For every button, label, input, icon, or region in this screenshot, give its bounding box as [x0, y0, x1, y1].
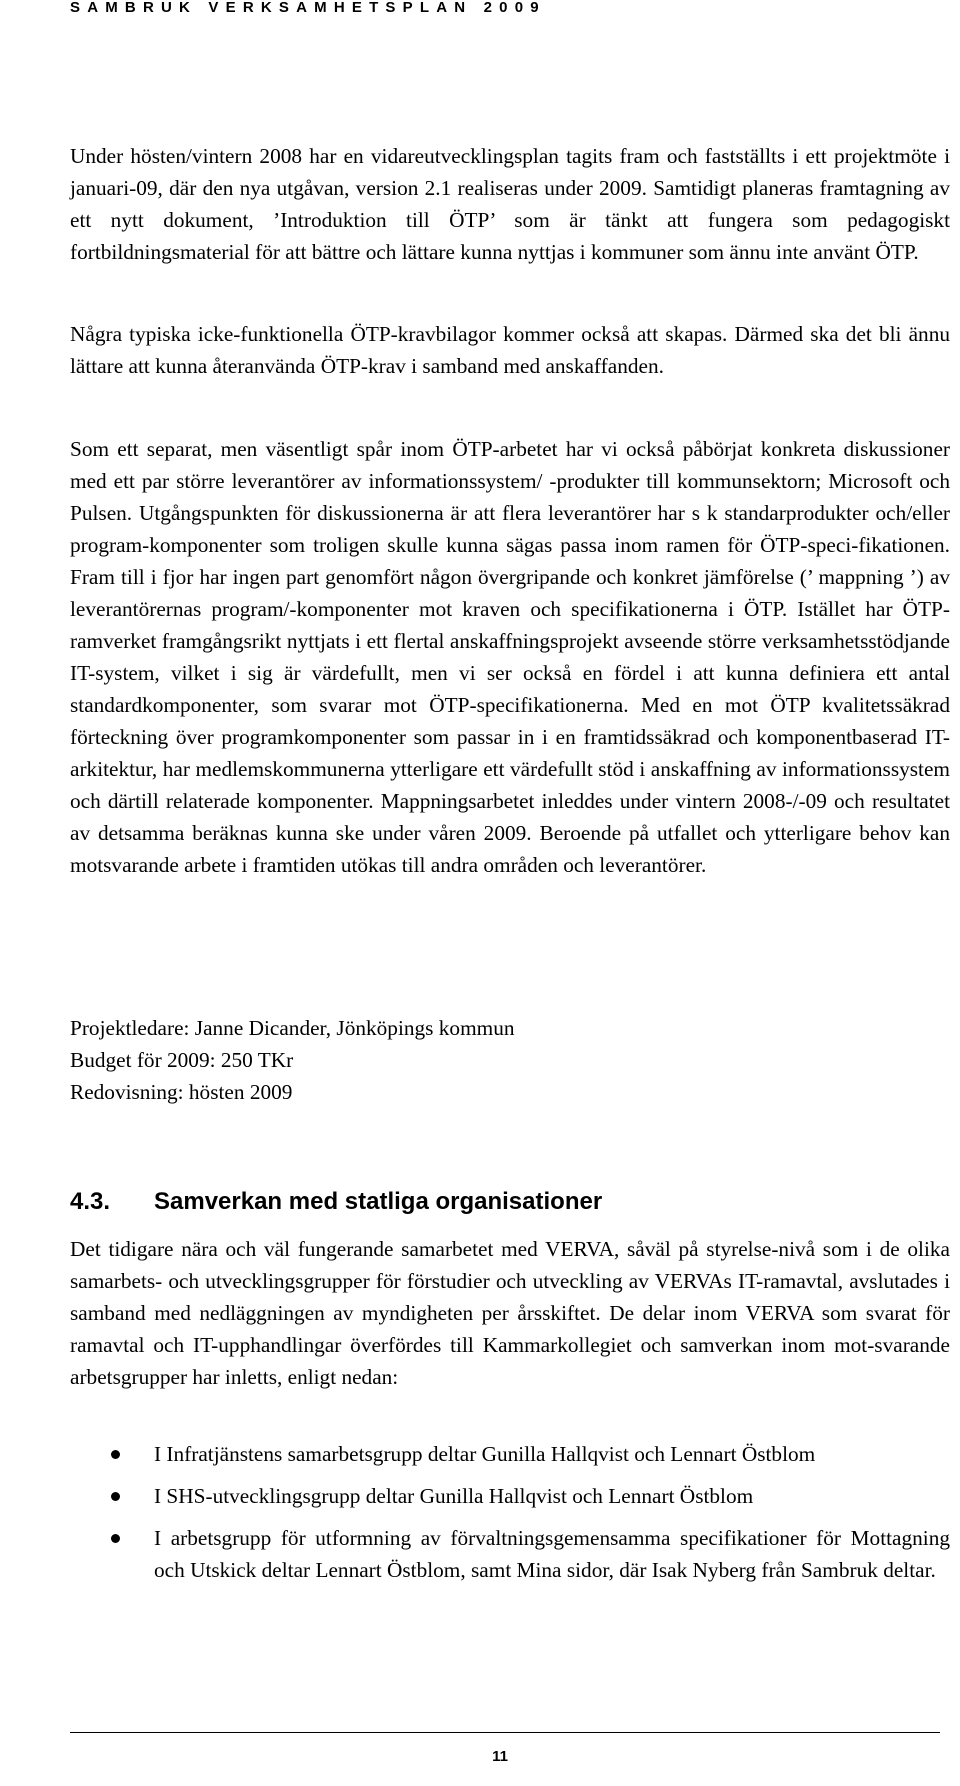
project-lead: Projektledare: Janne Dicander, Jönköpings kommun — [70, 1016, 515, 1040]
bullet-icon — [111, 1534, 120, 1543]
section-number: 4.3. — [70, 1188, 111, 1215]
paragraph-verva-cooperation: Det tidigare nära och väl fungerande samarbetet med VERVA, såväl på styrelse-nivå som i de olika samarbets- och utvecklingsgrupper för förstudier och utveckling av VERVAs IT-ramavtal, avslutades i samband med nedläggningen av myndigheten per årsskiftet. De delar inom VERVA som svarat för ramavtal och IT-upphandlingar överfördes till Kammarkollegiet och samverkan inom mot-svarande arbetsgrupper har inletts, enligt nedan: — [70, 1237, 950, 1389]
footer-divider — [70, 1732, 940, 1733]
list-item-text: I Infratjänstens samarbetsgrupp deltar Gunilla Hallqvist och Lennart Östblom — [154, 1442, 816, 1466]
paragraph-mapping-work: Som ett separat, men väsentligt spår inom ÖTP-arbetet har vi också påbörjat konkreta diskussioner med ett par större leverantörer av informationssystem/ -produkter till kommunsektorn; Microsoft och Pulsen. Utgångspunkten för diskussionerna är att flera leverantörer har s k standarprodukter och/eller program-komponenter som troligen skulle kunna sägas passa inom ramen för ÖTP-speci-fikationen. Fram till i fjor har ingen part genomfört någon övergripande och konkret jämförelse (’ mappning ’) av leverantörernas program/-komponenter mot kraven och specifikationerna i ÖTP. Istället har ÖTP-ramverket framgångsrikt nyttjats i ett flertal anskaffningsprojekt avseende större verksamhetsstödjande IT-system, vilket i sig är värdefullt, men vi ser också en fördel i att kunna definiera ett antal standardkomponenter, som svarar mot ÖTP-specifikationerna. Med en mot ÖTP kvalitetssäkrad förteckning över programkomponenter som passar in i en framtidssäkrad och komponentbaserad IT-arkitektur, har medlemskommunerna ytterligare ett värdefullt stöd i anskaffning av informationssystem och därtill relaterade komponenter. Mappningsarbetet inleddes under vintern 2008-/-09 och resultatet av detsamma beräknas kunna ske under våren 2009. Beroende på utfallet och ytterligare behov kan motsvarande arbete i framtiden utökas till andra områden och leverantörer. — [70, 437, 950, 877]
list-item-text: I arbetsgrupp för utformning av förvaltningsgemensamma specifikationer för Mottagning och Utskick deltar Lennart Östblom, samt Mina sidor, där Isak Nyberg från Sambruk deltar. — [154, 1526, 950, 1582]
paragraph-kravbilagor: Några typiska icke-funktionella ÖTP-kravbilagor kommer också att skapas. Därmed ska det bli ännu lättare att kunna återanvända ÖTP-krav i samband med anskaffanden. — [70, 322, 950, 378]
project-info — [70, 1012, 950, 1108]
page-header: SAMBRUK VERKSAMHETSPLAN 2009 — [70, 0, 546, 16]
project-budget: Budget för 2009: 250 TKr — [70, 1048, 294, 1072]
page-number: 11 — [492, 1748, 508, 1765]
section-heading — [70, 1185, 602, 1219]
bullet-list — [70, 1438, 950, 1596]
bullet-icon — [111, 1450, 120, 1459]
paragraph-otp-development-plan: Under hösten/vintern 2008 har en vidareutvecklingsplan tagits fram och fastställts i ett projektmöte i januari-09, där den nya utgåvan, version 2.1 realiseras under 2009. Samtidigt planeras framtagning av ett nytt dokument, ’Introduktion till ÖTP’ som är tänkt att fungera som pedagogiskt fortbildningsmaterial för att bättre och lättare kunna nyttjas i kommuner som ännu inte använt ÖTP. — [70, 144, 950, 264]
list-item-text: I SHS-utvecklingsgrupp deltar Gunilla Hallqvist och Lennart Östblom — [154, 1484, 754, 1508]
bullet-icon — [111, 1492, 120, 1501]
project-report: Redovisning: hösten 2009 — [70, 1080, 293, 1104]
list-item — [70, 1480, 950, 1512]
section-title: Samverkan med statliga organisationer — [154, 1188, 603, 1215]
list-item — [70, 1522, 950, 1586]
list-item — [70, 1438, 950, 1470]
